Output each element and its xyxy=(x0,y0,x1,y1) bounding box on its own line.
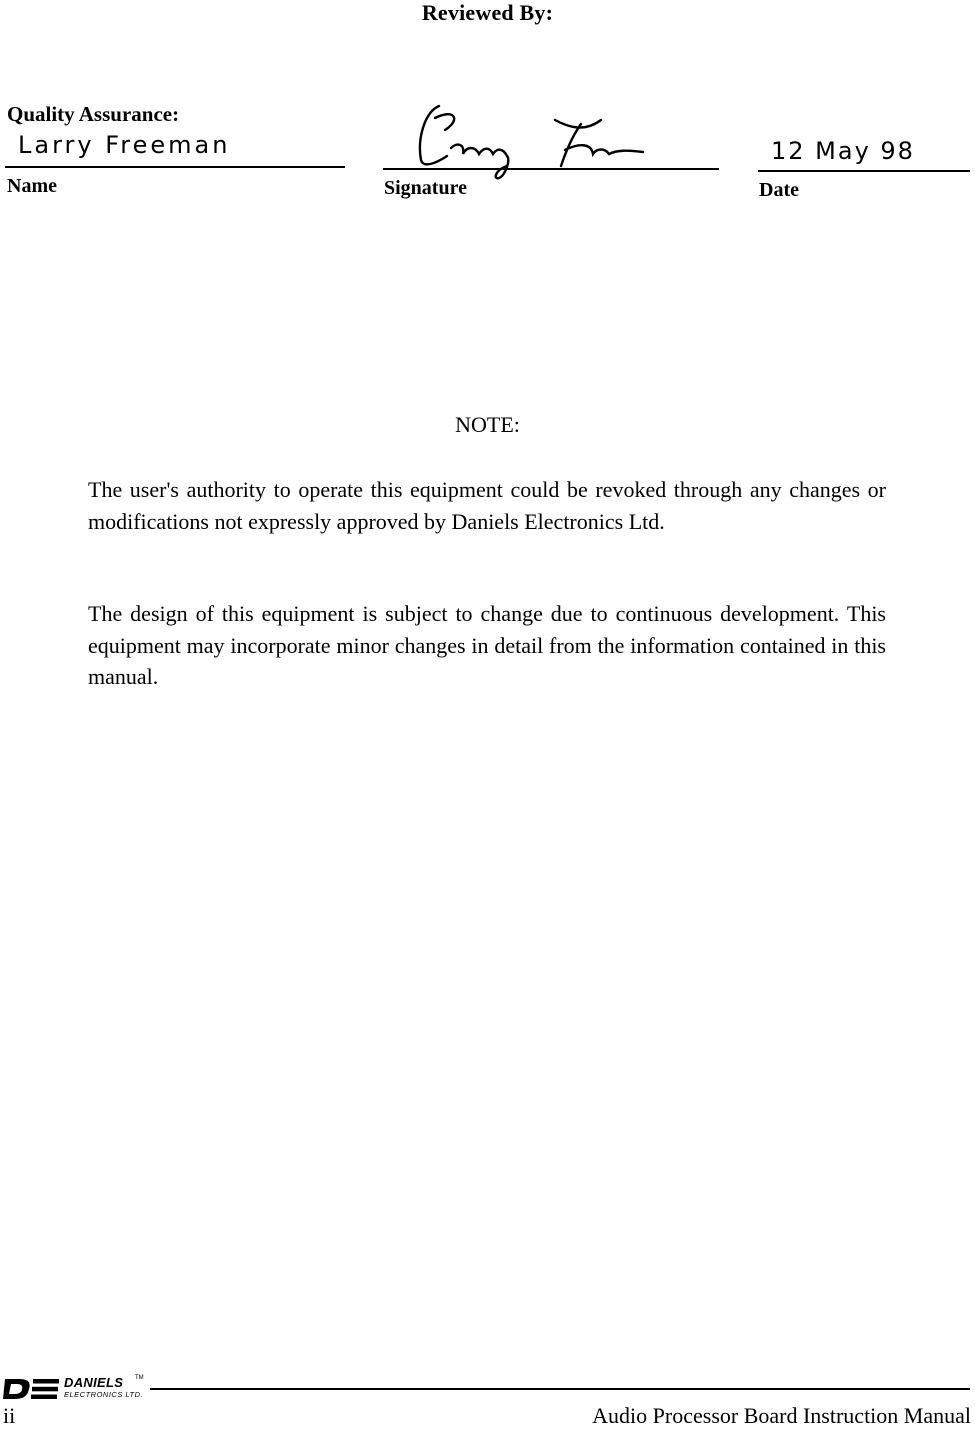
page-number: ii xyxy=(3,1403,16,1428)
logo-text: DANIELS xyxy=(64,1375,124,1390)
logo-subtext: ELECTRONICS LTD. xyxy=(64,1390,144,1399)
note-paragraph-authority: The user's authority to operate this equipment could be revoked through any changes or modifications not expressly approved by Daniels Electronics Ltd. xyxy=(88,477,886,534)
date-line xyxy=(758,170,970,172)
note-heading: NOTE: xyxy=(455,412,520,437)
reviewed-by-heading: Reviewed By: xyxy=(421,0,554,25)
name-line xyxy=(5,166,345,168)
handwritten-date: 12 May 98 xyxy=(771,137,915,165)
signature-image xyxy=(395,98,695,188)
manual-title: Audio Processor Board Instruction Manual xyxy=(592,1403,971,1428)
handwritten-name: Larry Freeman xyxy=(18,131,231,159)
logo-tm: TM xyxy=(135,1375,144,1381)
daniels-logo xyxy=(3,1375,149,1401)
date-label: Date xyxy=(759,179,799,201)
name-label: Name xyxy=(7,175,57,197)
signature-label: Signature xyxy=(384,177,467,199)
quality-assurance-label: Quality Assurance: xyxy=(7,102,180,126)
footer-rule xyxy=(150,1388,970,1390)
note-paragraph-design: The design of this equipment is subject to change due to continuous development. This equipment may incorporate minor changes in detail from the information contained in this manual. xyxy=(88,601,886,689)
signature-line xyxy=(383,168,719,170)
daniels-logo-mark-icon xyxy=(3,1377,61,1401)
